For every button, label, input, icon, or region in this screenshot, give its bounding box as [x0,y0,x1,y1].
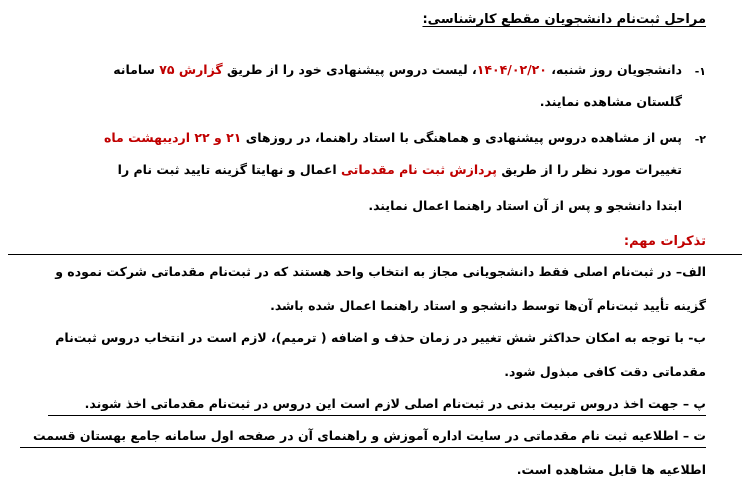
note-alef-line-2: گزینه تأیید ثبت‌نام آن‌ها توسط دانشجو و استاد راهنما اعمال شده باشد. [270,298,706,313]
step-2-days: ۲۱ و ۲۲ اردیبهشت ماه [103,130,242,145]
step-1-text-a: دانشجویان روز شنبه، [546,62,682,77]
note-pe-line-1: پ – جهت اخذ دروس تربیت بدنی در ثبت‌نام اصلی لازم است این دروس در ثبت‌نام مقدماتی اخذ شوند. [84,396,706,411]
note-te-line-1: ت – اطلاعیه ثبت نام مقدماتی در سایت اداره آموزش و راهنمای آن در صفحه اول سامانه جامع بهستان قسمت [33,428,706,443]
step-2-text-c: اعمال و نهایتا گزینه تایید ثبت نام را [117,162,342,177]
step-1-report: گزارش ۷۵ [159,62,223,77]
step-2-text-b: تغییرات مورد نظر را از طریق [497,162,682,177]
step-2-line-2 [118,160,682,180]
step-1-number: ۱- [694,65,706,78]
step-2-line-3: ابتدا دانشجو و پس از آن استاد راهنما اعمال نمایند. [368,198,682,213]
step-2-process: پردازش ثبت نام مقدماتی [341,162,497,177]
note-te-underline [20,447,706,448]
step-1-text-b: ، لیست دروس پیشنهادی خود را از طریق [222,62,477,77]
step-1-text-c: سامانه [113,62,160,77]
step-2-text-a: پس از مشاهده دروس پیشنهادی و هماهنگی با استاد راهنما، در روزهای [241,130,682,145]
note-be-line-1: ب- با توجه به امکان حداکثر شش تغییر در زمان حذف و اضافه ( ترمیم)، لازم است در انتخاب دروس ثبت‌نام [55,330,706,345]
note-te-line-2: اطلاعیه ها قابل مشاهده است. [516,462,706,477]
page-heading: مراحل ثبت‌نام دانشجویان مقطع کارشناسی: [422,12,706,27]
notes-divider [8,254,742,255]
step-1-line-2: گلستان مشاهده نمایند. [539,94,682,109]
note-be-line-2: مقدماتی دقت کافی مبذول شود. [504,364,706,379]
step-2-number: ۲- [694,133,706,146]
note-alef-line-1: الف– در ثبت‌نام اصلی فقط دانشجویانی مجاز به انتخاب واحد هستند که در ثبت‌نام مقدماتی شرکت نموده و [55,264,706,279]
step-2-line-1 [104,128,682,148]
step-1-line-1 [113,60,682,80]
note-pe-underline [48,415,706,416]
step-1-date: ۱۴۰۴/۰۲/۲۰ [476,62,547,77]
notes-title: تذکرات مهم: [623,234,706,249]
